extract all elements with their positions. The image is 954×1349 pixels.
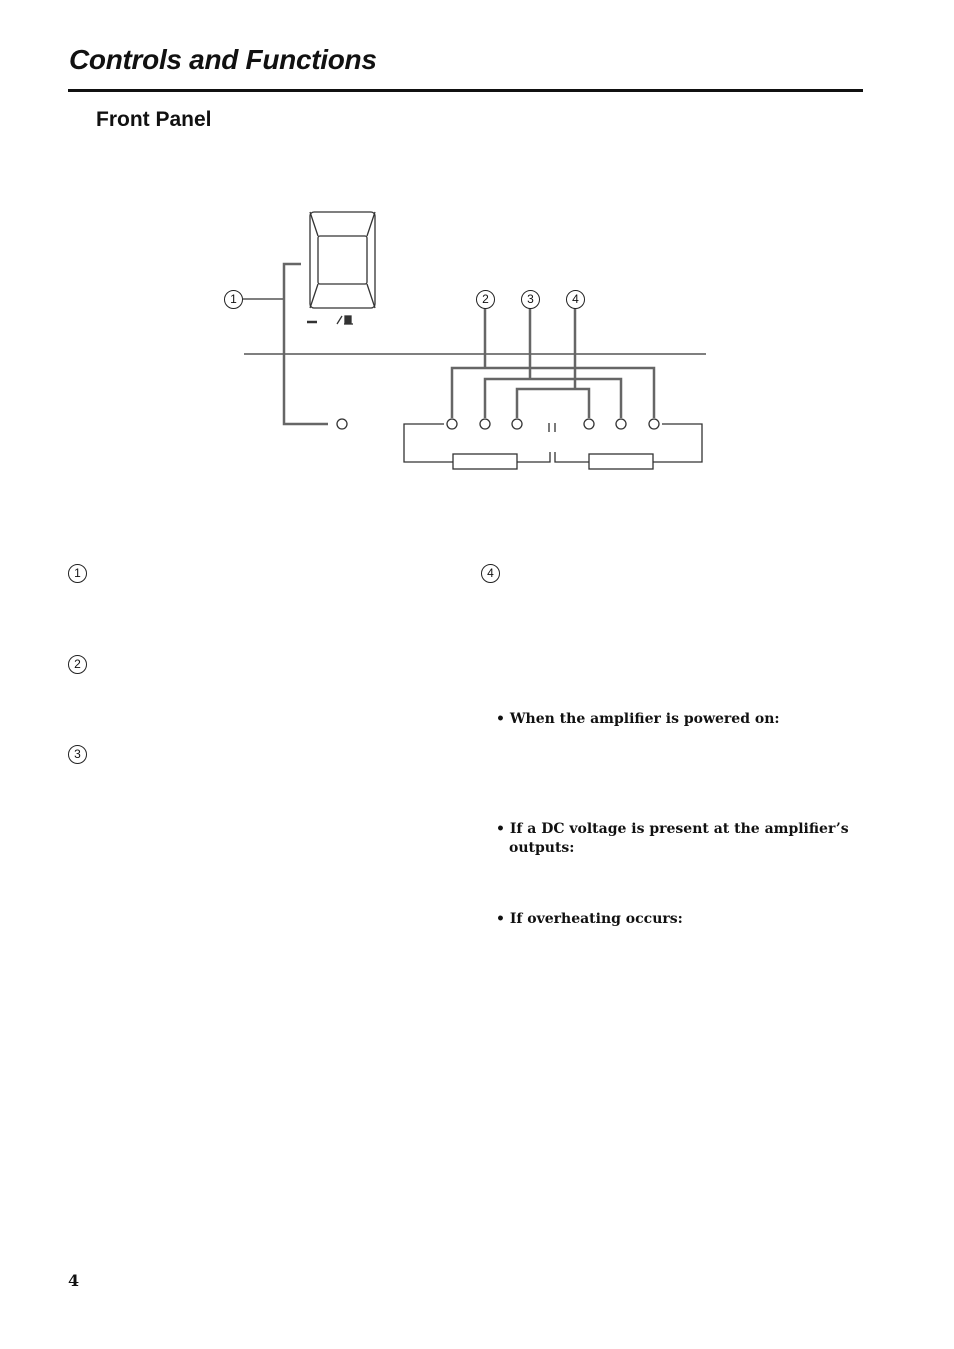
page-number: 4 — [68, 1271, 80, 1290]
leader-line-4 — [517, 308, 589, 418]
indicator-bracket-right — [555, 423, 702, 462]
label-box-right — [589, 454, 653, 469]
item-number-1: 1 — [68, 564, 87, 583]
indicator-bracket-left — [404, 423, 550, 462]
indicator-led — [447, 419, 457, 429]
indicator-led — [584, 419, 594, 429]
indicator-led — [649, 419, 659, 429]
indicator-led — [480, 419, 490, 429]
callout-1: 1 — [224, 290, 243, 309]
bullet-dc-voltage-cont: outputs: — [509, 840, 575, 856]
callout-3: 3 — [521, 290, 540, 309]
item-number-2: 2 — [68, 655, 87, 674]
bullet-dc-voltage: • If a DC voltage is present at the amplifier’s — [496, 821, 849, 837]
bullet-powered-on: • When the amplifier is powered on: — [496, 711, 780, 727]
leader-line-3 — [485, 308, 621, 418]
indicator-led — [616, 419, 626, 429]
power-indicator — [337, 419, 347, 429]
section-heading: Front Panel — [96, 108, 212, 131]
callout-2: 2 — [476, 290, 495, 309]
callout-4: 4 — [566, 290, 585, 309]
power-switch-outer — [310, 212, 375, 308]
bullet-overheating: • If overheating occurs: — [496, 911, 683, 927]
page-title: Controls and Functions — [69, 44, 377, 75]
leader-line-2 — [452, 308, 654, 418]
item-number-3: 3 — [68, 745, 87, 764]
item-number-4: 4 — [481, 564, 500, 583]
power-switch-inner — [318, 236, 367, 284]
label-box-left — [453, 454, 517, 469]
indicator-led — [512, 419, 522, 429]
